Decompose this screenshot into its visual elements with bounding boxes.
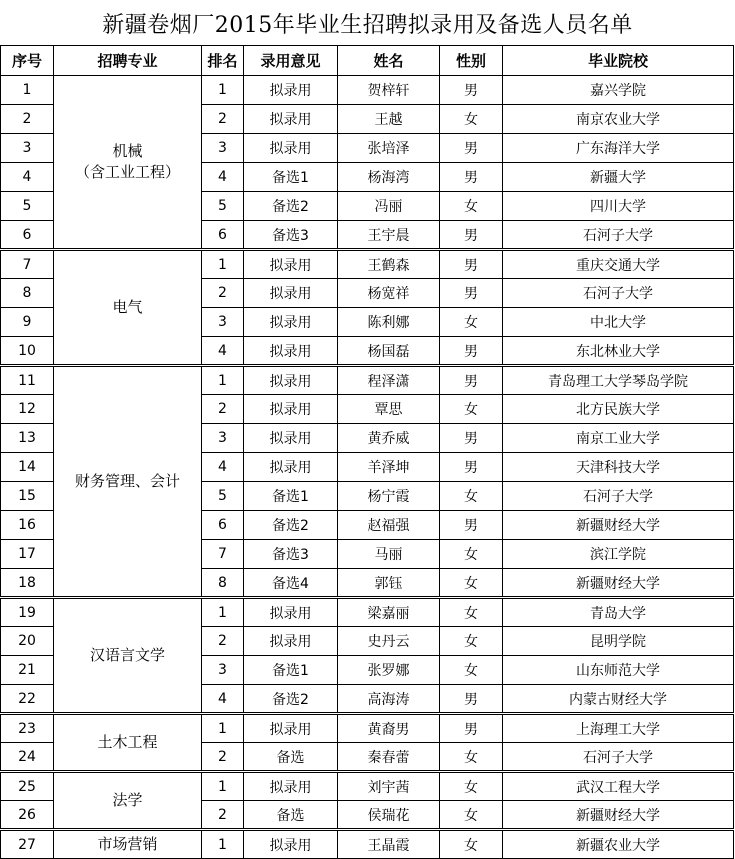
cell-seq: 11 — [1, 366, 54, 395]
table-row — [1, 772, 734, 801]
cell-seq: 25 — [1, 772, 54, 801]
cell-school: 石河子大学 — [503, 221, 734, 250]
cell-seq: 23 — [1, 714, 54, 743]
cell-opinion: 备选 — [244, 801, 338, 830]
cell-major: 机械 （含工业工程） — [54, 76, 202, 250]
cell-name: 程泽潇 — [338, 366, 440, 395]
cell-gender: 女 — [440, 627, 503, 656]
cell-rank: 8 — [202, 569, 244, 598]
cell-gender: 男 — [440, 511, 503, 540]
cell-rank: 4 — [202, 163, 244, 192]
cell-school: 南京工业大学 — [503, 424, 734, 453]
cell-gender: 男 — [440, 134, 503, 163]
cell-school: 青岛理工大学琴岛学院 — [503, 366, 734, 395]
cell-rank: 2 — [202, 395, 244, 424]
cell-gender: 男 — [440, 76, 503, 105]
cell-rank: 5 — [202, 192, 244, 221]
cell-rank: 1 — [202, 366, 244, 395]
cell-seq: 10 — [1, 337, 54, 366]
header-seq: 序号 — [1, 46, 54, 76]
cell-gender: 女 — [440, 569, 503, 598]
table-body — [1, 76, 734, 859]
cell-school: 重庆交通大学 — [503, 250, 734, 279]
cell-gender: 女 — [440, 395, 503, 424]
cell-gender: 女 — [440, 540, 503, 569]
cell-name: 王宇晨 — [338, 221, 440, 250]
cell-opinion: 拟录用 — [244, 76, 338, 105]
cell-rank: 1 — [202, 714, 244, 743]
cell-opinion: 拟录用 — [244, 395, 338, 424]
cell-school: 新疆财经大学 — [503, 569, 734, 598]
cell-seq: 3 — [1, 134, 54, 163]
cell-gender: 女 — [440, 830, 503, 859]
cell-name: 黄裔男 — [338, 714, 440, 743]
cell-name: 黄乔威 — [338, 424, 440, 453]
cell-rank: 1 — [202, 598, 244, 627]
cell-seq: 14 — [1, 453, 54, 482]
cell-school: 山东师范大学 — [503, 656, 734, 685]
cell-rank: 5 — [202, 482, 244, 511]
cell-seq: 13 — [1, 424, 54, 453]
cell-school: 中北大学 — [503, 308, 734, 337]
cell-seq: 21 — [1, 656, 54, 685]
cell-seq: 5 — [1, 192, 54, 221]
cell-school: 上海理工大学 — [503, 714, 734, 743]
cell-opinion: 备选2 — [244, 511, 338, 540]
cell-major: 法学 — [54, 772, 202, 830]
header-rank: 排名 — [202, 46, 244, 76]
cell-gender: 男 — [440, 453, 503, 482]
page-title: 新疆卷烟厂2015年毕业生招聘拟录用及备选人员名单 — [102, 12, 633, 38]
cell-school: 武汉工程大学 — [503, 772, 734, 801]
cell-opinion: 拟录用 — [244, 105, 338, 134]
candidate-table — [0, 45, 734, 859]
cell-gender: 女 — [440, 192, 503, 221]
cell-major: 土木工程 — [54, 714, 202, 772]
cell-school: 广东海洋大学 — [503, 134, 734, 163]
cell-school: 新疆财经大学 — [503, 801, 734, 830]
cell-seq: 26 — [1, 801, 54, 830]
cell-rank: 6 — [202, 221, 244, 250]
cell-school: 石河子大学 — [503, 279, 734, 308]
cell-opinion: 拟录用 — [244, 250, 338, 279]
cell-school: 昆明学院 — [503, 627, 734, 656]
cell-school: 天津科技大学 — [503, 453, 734, 482]
cell-gender: 男 — [440, 714, 503, 743]
cell-opinion: 拟录用 — [244, 453, 338, 482]
cell-seq: 4 — [1, 163, 54, 192]
header-school: 毕业院校 — [503, 46, 734, 76]
cell-school: 内蒙古财经大学 — [503, 685, 734, 714]
cell-rank: 1 — [202, 772, 244, 801]
cell-opinion: 拟录用 — [244, 627, 338, 656]
cell-gender: 女 — [440, 482, 503, 511]
cell-name: 秦春蕾 — [338, 743, 440, 772]
cell-name: 史丹云 — [338, 627, 440, 656]
cell-rank: 3 — [202, 656, 244, 685]
cell-rank: 4 — [202, 685, 244, 714]
cell-rank: 4 — [202, 337, 244, 366]
cell-seq: 18 — [1, 569, 54, 598]
cell-opinion: 备选1 — [244, 163, 338, 192]
table-row — [1, 830, 734, 859]
cell-school: 新疆财经大学 — [503, 511, 734, 540]
cell-name: 马丽 — [338, 540, 440, 569]
cell-name: 赵福强 — [338, 511, 440, 540]
cell-seq: 22 — [1, 685, 54, 714]
cell-rank: 3 — [202, 424, 244, 453]
cell-opinion: 备选1 — [244, 656, 338, 685]
cell-name: 高海涛 — [338, 685, 440, 714]
cell-school: 北方民族大学 — [503, 395, 734, 424]
cell-name: 陈利娜 — [338, 308, 440, 337]
table-row — [1, 714, 734, 743]
cell-rank: 2 — [202, 801, 244, 830]
cell-rank: 2 — [202, 279, 244, 308]
cell-opinion: 备选4 — [244, 569, 338, 598]
table-row — [1, 76, 734, 105]
cell-opinion: 拟录用 — [244, 279, 338, 308]
cell-seq: 2 — [1, 105, 54, 134]
cell-school: 滨江学院 — [503, 540, 734, 569]
cell-name: 杨海湾 — [338, 163, 440, 192]
cell-seq: 12 — [1, 395, 54, 424]
cell-name: 张培泽 — [338, 134, 440, 163]
cell-major: 电气 — [54, 250, 202, 366]
cell-gender: 女 — [440, 656, 503, 685]
cell-rank: 1 — [202, 830, 244, 859]
cell-name: 杨宁霞 — [338, 482, 440, 511]
cell-name: 覃思 — [338, 395, 440, 424]
cell-opinion: 备选2 — [244, 685, 338, 714]
cell-rank: 7 — [202, 540, 244, 569]
cell-rank: 4 — [202, 453, 244, 482]
cell-opinion: 备选1 — [244, 482, 338, 511]
cell-gender: 女 — [440, 801, 503, 830]
cell-seq: 17 — [1, 540, 54, 569]
table-row — [1, 366, 734, 395]
cell-name: 王鹤森 — [338, 250, 440, 279]
cell-opinion: 备选3 — [244, 540, 338, 569]
cell-rank: 2 — [202, 105, 244, 134]
cell-school: 四川大学 — [503, 192, 734, 221]
cell-name: 王越 — [338, 105, 440, 134]
cell-gender: 女 — [440, 743, 503, 772]
cell-gender: 男 — [440, 250, 503, 279]
cell-opinion: 备选2 — [244, 192, 338, 221]
cell-major: 财务管理、会计 — [54, 366, 202, 598]
header-gender: 性别 — [440, 46, 503, 76]
cell-rank: 2 — [202, 627, 244, 656]
cell-rank: 3 — [202, 134, 244, 163]
cell-name: 杨宽祥 — [338, 279, 440, 308]
cell-opinion: 拟录用 — [244, 424, 338, 453]
cell-rank: 1 — [202, 250, 244, 279]
cell-name: 郭钰 — [338, 569, 440, 598]
cell-seq: 24 — [1, 743, 54, 772]
cell-seq: 1 — [1, 76, 54, 105]
cell-opinion: 备选3 — [244, 221, 338, 250]
cell-gender: 女 — [440, 105, 503, 134]
cell-school: 嘉兴学院 — [503, 76, 734, 105]
cell-gender: 女 — [440, 598, 503, 627]
cell-school: 石河子大学 — [503, 743, 734, 772]
cell-name: 羊泽坤 — [338, 453, 440, 482]
header-opinion: 录用意见 — [244, 46, 338, 76]
cell-seq: 19 — [1, 598, 54, 627]
cell-rank: 2 — [202, 743, 244, 772]
cell-seq: 9 — [1, 308, 54, 337]
cell-opinion: 拟录用 — [244, 772, 338, 801]
cell-opinion: 拟录用 — [244, 337, 338, 366]
cell-rank: 3 — [202, 308, 244, 337]
cell-rank: 1 — [202, 76, 244, 105]
cell-school: 青岛大学 — [503, 598, 734, 627]
header-name: 姓名 — [338, 46, 440, 76]
cell-name: 王晶霞 — [338, 830, 440, 859]
cell-seq: 27 — [1, 830, 54, 859]
cell-name: 梁嘉丽 — [338, 598, 440, 627]
cell-gender: 女 — [440, 772, 503, 801]
cell-gender: 男 — [440, 221, 503, 250]
cell-rank: 6 — [202, 511, 244, 540]
cell-gender: 男 — [440, 337, 503, 366]
cell-seq: 15 — [1, 482, 54, 511]
cell-name: 贺梓轩 — [338, 76, 440, 105]
cell-gender: 女 — [440, 308, 503, 337]
cell-school: 新疆农业大学 — [503, 830, 734, 859]
cell-gender: 男 — [440, 163, 503, 192]
cell-opinion: 拟录用 — [244, 714, 338, 743]
cell-school: 石河子大学 — [503, 482, 734, 511]
cell-gender: 男 — [440, 685, 503, 714]
table-header-row — [1, 46, 734, 76]
cell-school: 东北林业大学 — [503, 337, 734, 366]
cell-seq: 7 — [1, 250, 54, 279]
cell-opinion: 备选 — [244, 743, 338, 772]
cell-seq: 20 — [1, 627, 54, 656]
cell-opinion: 拟录用 — [244, 598, 338, 627]
cell-gender: 男 — [440, 366, 503, 395]
header-major: 招聘专业 — [54, 46, 202, 76]
cell-name: 刘宇茜 — [338, 772, 440, 801]
cell-gender: 男 — [440, 424, 503, 453]
cell-opinion: 拟录用 — [244, 134, 338, 163]
table-row — [1, 250, 734, 279]
cell-opinion: 拟录用 — [244, 308, 338, 337]
cell-school: 南京农业大学 — [503, 105, 734, 134]
cell-major: 汉语言文学 — [54, 598, 202, 714]
cell-name: 冯丽 — [338, 192, 440, 221]
cell-seq: 8 — [1, 279, 54, 308]
cell-opinion: 拟录用 — [244, 366, 338, 395]
cell-name: 张罗娜 — [338, 656, 440, 685]
cell-gender: 男 — [440, 279, 503, 308]
table-row — [1, 598, 734, 627]
cell-opinion: 拟录用 — [244, 830, 338, 859]
cell-seq: 16 — [1, 511, 54, 540]
cell-school: 新疆大学 — [503, 163, 734, 192]
cell-name: 侯瑞花 — [338, 801, 440, 830]
cell-seq: 6 — [1, 221, 54, 250]
cell-name: 杨国磊 — [338, 337, 440, 366]
cell-major: 市场营销 — [54, 830, 202, 859]
